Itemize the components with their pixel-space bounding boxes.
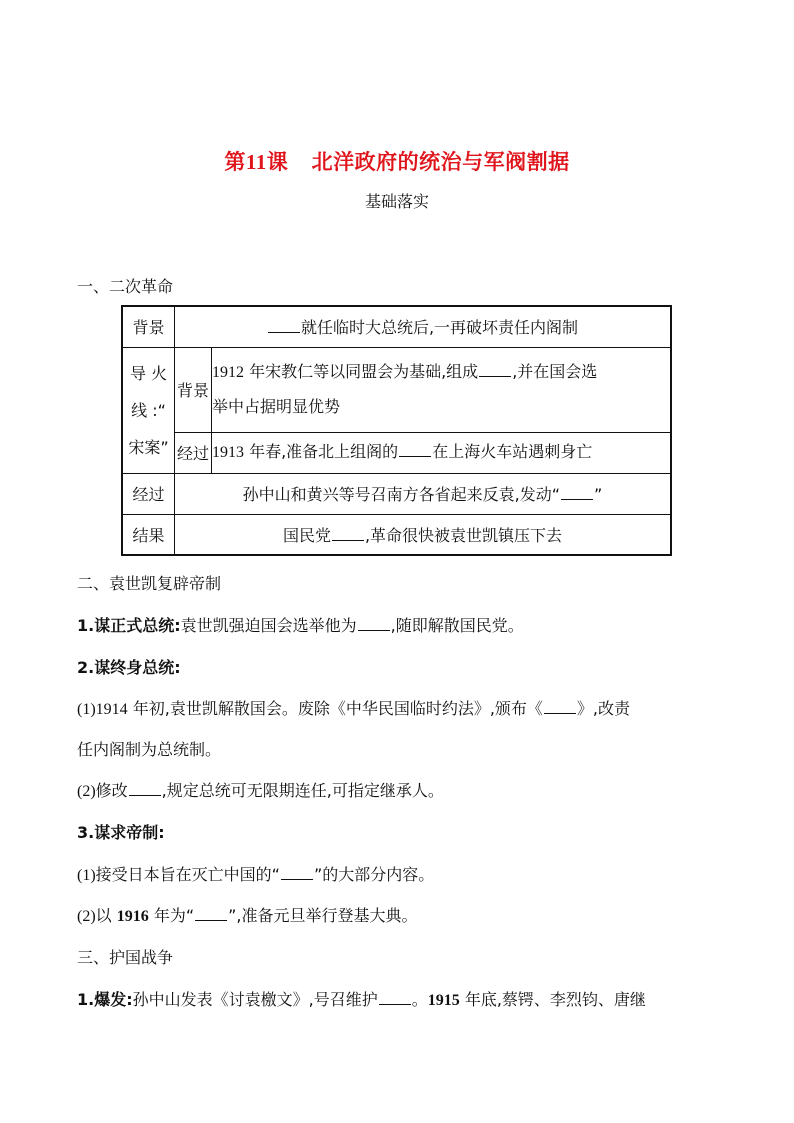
fill-blank[interactable] [129, 781, 161, 796]
fill-blank[interactable] [281, 865, 313, 880]
item-text: ,规定总统可无限期连任,可指定继承人。 [161, 781, 444, 800]
table-row-background [122, 306, 671, 347]
item-text: ,随即解散国民党。 [390, 616, 524, 635]
item-monarchy-label [77, 820, 165, 843]
item-monarchy-sub1 [77, 862, 434, 885]
title-suffix: 课 [266, 150, 289, 174]
fill-blank[interactable] [399, 442, 431, 457]
fill-blank[interactable] [561, 485, 593, 500]
item-label: 2.谋终身总统: [77, 658, 181, 677]
table-row-result [122, 514, 671, 555]
fill-blank[interactable] [358, 616, 390, 631]
sub-label-process: 经过 [175, 432, 212, 473]
sub-label-background: 背景 [175, 347, 212, 432]
lesson-number: 11 [245, 150, 267, 174]
year-1913: 1913 [212, 444, 244, 461]
item-text: 修改 [95, 781, 128, 800]
sub-prefix: (1)1914 [77, 701, 128, 718]
table-row-process [122, 473, 671, 514]
row-text: ” [594, 485, 603, 504]
title-prefix: 第 [224, 150, 246, 174]
item-text: 年为“ [148, 906, 195, 925]
row-content-result [175, 514, 672, 555]
item-formal-president [77, 613, 524, 636]
page-title [0, 146, 794, 176]
sub-prefix: (2) [77, 783, 96, 800]
item-monarchy-sub2 [77, 903, 418, 926]
sub-content-process [212, 432, 672, 473]
fuse-label-line1: 导 火 [129, 363, 168, 383]
sub-prefix: (1) [77, 867, 96, 884]
sub-text: 在上海火车站遇刺身亡 [432, 442, 593, 461]
sub-text-line2: 举中占据明显优势 [212, 397, 341, 416]
row-label-background: 背景 [122, 306, 175, 347]
page-subtitle: 基础落实 [364, 192, 429, 211]
fuse-label-line2: 线 :“ [131, 400, 166, 420]
row-content-background [175, 306, 672, 347]
fill-blank[interactable] [332, 526, 364, 541]
item-text: 》,改责 [576, 699, 631, 718]
section-heading-2: 二、袁世凯复辟帝制 [77, 574, 222, 593]
row-label-process: 经过 [122, 473, 175, 514]
row-text: 国民党 [282, 525, 331, 545]
item-text: 孙中山发表《讨袁檄文》,号召维护 [132, 990, 378, 1009]
item-text: 。 [411, 990, 428, 1009]
row-content-process [175, 473, 672, 514]
row-text: 孙中山和黄兴等号召南方各省起来反袁,发动“ [242, 485, 561, 504]
sub-content-background [212, 347, 672, 432]
fill-blank[interactable] [195, 906, 227, 921]
item-text: ”,准备元旦举行登基大典。 [228, 906, 418, 925]
item-text: ”的大部分内容。 [313, 865, 435, 884]
year-1915: 1915 [427, 992, 460, 1009]
year-1912: 1912 [212, 364, 244, 381]
item-text: 年初,袁世凯解散国会。废除《中华民国临时约法》,颁布《 [127, 699, 543, 718]
table-row-fuse-process [122, 432, 671, 473]
item-lifetime-president-label [77, 655, 181, 678]
item-text: 袁世凯强迫国会选举他为 [180, 616, 357, 635]
item-label: 1.爆发: [77, 990, 133, 1009]
item-text: 年底,蔡锷、李烈钧、唐继 [459, 990, 646, 1009]
section-heading-3: 三、护国战争 [77, 948, 174, 967]
sub-text: 年宋教仁等以同盟会为基础,组成 [244, 362, 479, 381]
fuse-label-line3: 宋案” [128, 437, 169, 457]
section-heading-1: 一、二次革命 [77, 277, 174, 296]
sub-text: ,并在国会选 [512, 362, 598, 381]
second-revolution-table [121, 305, 672, 556]
item-label: 3.谋求帝制: [77, 823, 165, 842]
item-lifetime-sub1-line2: 任内阁制为总统制。 [77, 740, 222, 759]
item-label: 1.谋正式总统: [77, 616, 181, 635]
row-text: 就任临时大总统后,一再破坏责任内阁制 [300, 318, 579, 338]
fill-blank[interactable] [544, 699, 576, 714]
lesson-name: 北洋政府的统治与军阀割据 [311, 150, 570, 174]
item-lifetime-sub1 [77, 696, 630, 719]
year-1916: 1916 [116, 908, 149, 925]
fill-blank[interactable] [268, 318, 300, 333]
row-label-result: 结果 [122, 514, 175, 555]
fill-blank[interactable] [479, 362, 511, 377]
item-text: 接受日本旨在灭亡中国的“ [95, 865, 280, 884]
item-text: 以 [95, 906, 117, 925]
sub-text: 年春,准备北上组阁的 [244, 442, 399, 461]
sub-prefix: (2) [77, 908, 96, 925]
item-outbreak [77, 987, 646, 1010]
row-label-fuse [122, 347, 175, 473]
table-row-fuse-background [122, 347, 671, 432]
row-text: ,革命很快被袁世凯镇压下去 [364, 525, 563, 545]
item-lifetime-sub2 [77, 778, 444, 801]
fill-blank[interactable] [379, 990, 411, 1005]
